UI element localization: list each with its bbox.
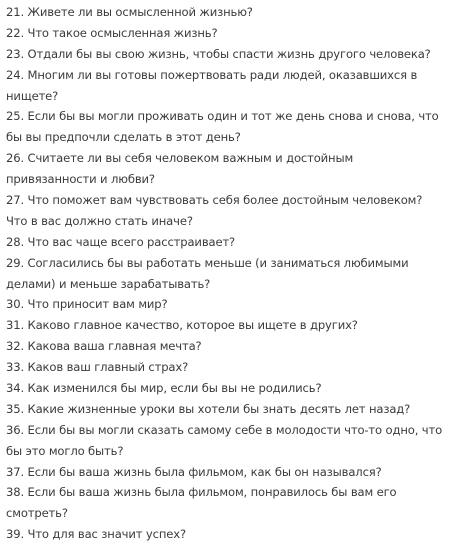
question-text-line: 38. Если бы ваша жизнь была фильмом, понравилось бы вам его bbox=[6, 485, 397, 500]
question-text-line: 33. Каков ваш главный страх? bbox=[6, 360, 189, 375]
question-text-line: 25. Если бы вы могли проживать один и тот же день снова и снова, что bbox=[6, 109, 439, 124]
question-list-page bbox=[6, 2, 452, 545]
question-item bbox=[6, 106, 452, 148]
question-text-line: 39. Что для вас значит успех? bbox=[6, 527, 186, 542]
question-item bbox=[6, 378, 452, 399]
question-text-line: 31. Каково главное качество, которое вы ищете в других? bbox=[6, 318, 358, 333]
question-item bbox=[6, 148, 452, 190]
question-text-line: Что в вас должно стать иначе? bbox=[6, 213, 193, 228]
question-text-line: бы вы предпочли сделать в этот день? bbox=[6, 130, 241, 145]
question-text-line: 35. Какие жизненные уроки вы хотели бы знать десять лет назад? bbox=[6, 401, 411, 416]
question-item bbox=[6, 253, 452, 295]
question-text-line: 26. Считаете ли вы себя человеком важным и достойным bbox=[6, 151, 354, 166]
question-text-line: 30. Что приносит вам мир? bbox=[6, 297, 168, 312]
question-text-line: привязанности и любви? bbox=[6, 172, 155, 187]
question-item bbox=[6, 420, 452, 462]
question-list bbox=[6, 2, 452, 545]
question-item bbox=[6, 315, 452, 336]
question-text-line: нищете? bbox=[6, 88, 59, 103]
question-item bbox=[6, 44, 452, 65]
question-text-line: 28. Что вас чаще всего расстраивает? bbox=[6, 234, 236, 249]
question-text-line: бы это могло быть? bbox=[6, 443, 124, 458]
question-text-line: делами) и меньше зарабатывать? bbox=[6, 276, 211, 291]
question-item bbox=[6, 462, 452, 483]
question-item bbox=[6, 357, 452, 378]
question-text-line: 29. Согласились бы вы работать меньше (и заниматься любимыми bbox=[6, 255, 409, 270]
question-item bbox=[6, 524, 452, 545]
question-text-line: 37. Если бы ваша жизнь была фильмом, как бы он назывался? bbox=[6, 464, 382, 479]
question-text-line: 27. Что поможет вам чувствовать себя более достойным человеком? bbox=[6, 193, 423, 208]
question-text-line: 32. Какова ваша главная мечта? bbox=[6, 339, 202, 354]
question-text-line: 23. Отдали бы вы свою жизнь, чтобы спасти жизнь другого человека? bbox=[6, 46, 431, 61]
question-item bbox=[6, 399, 452, 420]
question-text-line: 36. Если бы вы могли сказать самому себе в молодости что-то одно, что bbox=[6, 422, 443, 437]
question-item bbox=[6, 294, 452, 315]
question-text-line: 24. Многим ли вы готовы пожертвовать ради людей, оказавшихся в bbox=[6, 67, 418, 82]
question-item bbox=[6, 232, 452, 253]
question-item bbox=[6, 482, 452, 524]
question-item bbox=[6, 2, 452, 23]
question-text-line: 34. Как изменился бы мир, если бы вы не родились? bbox=[6, 381, 322, 396]
question-text-line: 21. Живете ли вы осмысленной жизнью? bbox=[6, 5, 253, 19]
question-item bbox=[6, 65, 452, 107]
question-text-line: 22. Что такое осмысленная жизнь? bbox=[6, 25, 218, 40]
question-item bbox=[6, 23, 452, 44]
question-item bbox=[6, 336, 452, 357]
question-text-line: смотреть? bbox=[6, 506, 68, 521]
question-item bbox=[6, 190, 452, 232]
